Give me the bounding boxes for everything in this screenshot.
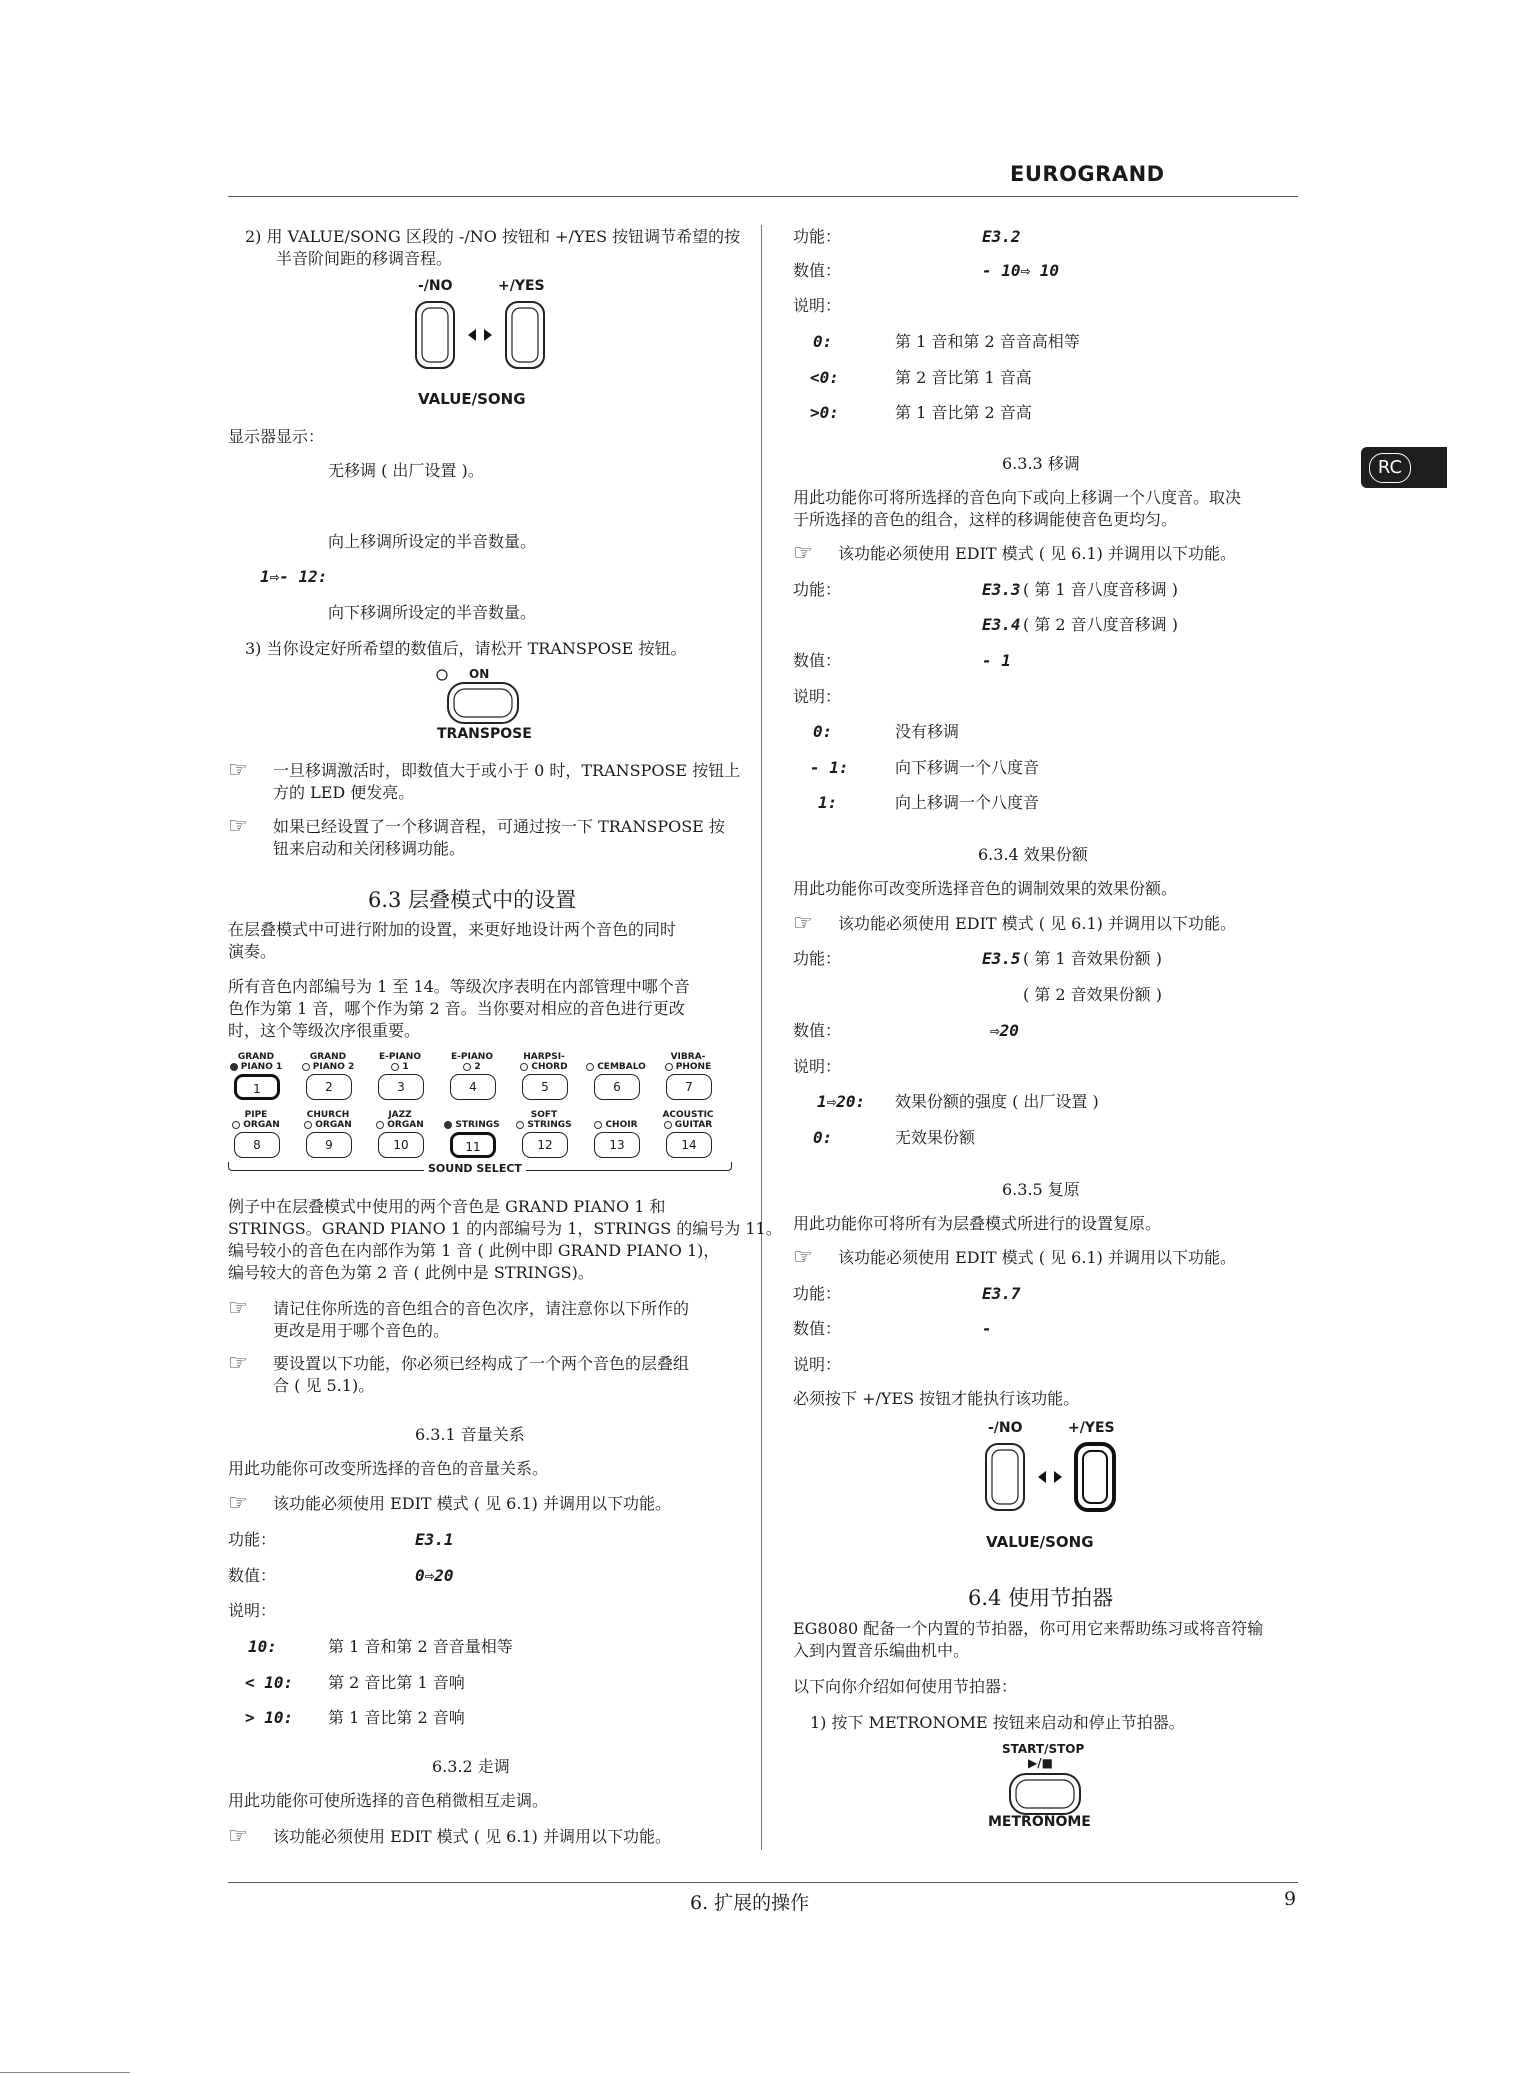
sec633-value-label: 数值：: [793, 651, 842, 670]
sec634-value: ⇨20: [990, 1021, 1019, 1040]
note2-line2: 钮来启动和关闭移调功能。: [273, 839, 466, 858]
transpose-caption: TRANSPOSE: [437, 726, 532, 742]
sound-button-14[interactable]: 14: [666, 1132, 712, 1158]
sound-button-8[interactable]: 8: [234, 1132, 280, 1158]
down-range-value: 1⇨- 12:: [260, 567, 328, 586]
start-stop-label: START/STOP: [1002, 1742, 1085, 1756]
section-6-3-title: 6.3 层叠模式中的设置: [368, 888, 577, 912]
sec633-value: - 1: [982, 651, 1011, 670]
language-tab-label: RC: [1369, 453, 1411, 483]
step3-text: 3) 当你设定好所希望的数值后，请松开 TRANSPOSE 按钮。: [245, 639, 687, 658]
sound-button-4[interactable]: 4: [450, 1074, 496, 1100]
footer-rule: [228, 1882, 1298, 1883]
sec631-value: 0⇨20: [415, 1566, 454, 1585]
sec632-row-val: 第 2 音比第 1 音高: [895, 368, 1032, 387]
sec632-row-key: <0:: [810, 368, 839, 387]
sound-label-5: HARPSI- CHORD: [512, 1052, 576, 1072]
sec633-edit-note: 该功能必须使用 EDIT 模式 ( 见 6.1) 并调用以下功能。: [838, 544, 1236, 563]
sec633-func2: E3.4: [982, 615, 1021, 634]
sec631-func-value: E3.1: [415, 1530, 454, 1549]
sec634-func-label: 功能：: [793, 949, 842, 968]
section-6-3-5-title: 6.3.5 复原: [1002, 1180, 1080, 1199]
sec633-func-label: 功能：: [793, 580, 842, 599]
sec632-value: - 10⇨ 10: [982, 261, 1060, 280]
step2-line1: 2) 用 VALUE/SONG 区段的 -/NO 按钮和 +/YES 按钮调节希望的按: [245, 227, 741, 246]
sec634-func1-note: ( 第 1 音效果份额 ): [1023, 949, 1163, 968]
language-tab: [1361, 447, 1447, 488]
section-6-3-3-title: 6.3.3 移调: [1002, 454, 1080, 473]
sec632-row-val: 第 1 音和第 2 音音高相等: [895, 332, 1080, 351]
value-song-buttons: [980, 1440, 1120, 1520]
sec631-desc: 用此功能你可改变所选择的音色的音量关系。: [228, 1459, 549, 1478]
note2-line1: 如果已经设置了一个移调音程，可通过按一下 TRANSPOSE 按: [273, 817, 725, 836]
value-song-figure: [980, 1420, 1120, 1550]
sec633-func1-note: ( 第 1 音八度音移调 ): [1023, 580, 1179, 599]
sound-label-10: JAZZ ORGAN: [368, 1110, 432, 1130]
sec633-row-key: 0:: [813, 722, 833, 741]
example-line2: STRINGS。GRAND PIANO 1 的内部编号为 1，STRINGS 的编号为 11。: [228, 1219, 782, 1238]
sec632-desc: 用此功能你可使所选择的音色稍微相互走调。: [228, 1791, 549, 1810]
sec631-row-key: 10:: [248, 1637, 277, 1656]
sec634-expl-label: 说明：: [793, 1057, 842, 1076]
section-6-3-2-title: 6.3.2 走调: [432, 1757, 510, 1776]
note-hand-icon: ☞: [228, 1491, 248, 1516]
sec634-row-key: 1⇨20:: [817, 1092, 866, 1111]
sec632-value-label: 数值：: [793, 261, 842, 280]
sec64-step1: 1) 按下 METRONOME 按钮来启动和停止节拍器。: [810, 1713, 1185, 1732]
sec631-value-label: 数值：: [228, 1566, 277, 1585]
sec633-expl-label: 说明：: [793, 687, 842, 706]
sec63-p1-line2: 演奏。: [228, 942, 277, 961]
yes-label: +/YES: [1068, 1420, 1115, 1436]
note-hand-icon: ☞: [793, 911, 813, 936]
sec631-row-key: < 10:: [245, 1673, 294, 1692]
metronome-caption: METRONOME: [988, 1814, 1091, 1830]
sec632-row-key: 0:: [813, 332, 833, 351]
section-6-3-1-title: 6.3.1 音量关系: [415, 1425, 525, 1444]
sec635-expl-label: 说明：: [793, 1355, 842, 1374]
sec632-row-key: >0:: [810, 403, 839, 422]
note3-line1: 请记住你所选的音色组合的音色次序，请注意你以下所作的: [273, 1299, 690, 1318]
sound-button-1[interactable]: 1: [234, 1074, 280, 1100]
sound-button-11[interactable]: 11: [450, 1132, 496, 1158]
sound-select-caption: SOUND SELECT: [424, 1162, 526, 1176]
sec633-row-val: 没有移调: [895, 722, 960, 741]
sec64-p1-line1: EG8080 配备一个内置的节拍器，你可用它来帮助练习或将音符输: [793, 1619, 1264, 1638]
sec635-edit-note: 该功能必须使用 EDIT 模式 ( 见 6.1) 并调用以下功能。: [838, 1248, 1236, 1267]
sec631-row-key: > 10:: [245, 1708, 294, 1727]
sound-label-13: CHOIR: [584, 1110, 648, 1130]
yes-label: +/YES: [498, 278, 545, 294]
sec634-func1: E3.5: [982, 949, 1021, 968]
note4-line1: 要设置以下功能，你必须已经构成了一个两个音色的层叠组: [273, 1354, 690, 1373]
up-transpose-desc: 向上移调所设定的半音数量。: [328, 532, 537, 551]
sec634-desc: 用此功能你可改变所选择音色的调制效果的效果份额。: [793, 879, 1178, 898]
sound-label-12: SOFT STRINGS: [512, 1110, 576, 1130]
note1-line2: 方的 LED 便发亮。: [273, 783, 415, 802]
sec634-edit-note: 该功能必须使用 EDIT 模式 ( 见 6.1) 并调用以下功能。: [838, 914, 1236, 933]
example-line4: 编号较大的音色为第 2 音 ( 此例中是 STRINGS)。: [228, 1263, 594, 1282]
sec632-expl-label: 说明：: [793, 296, 842, 315]
play-stop-icon: ▶/■: [1028, 1756, 1053, 1770]
sound-button-6[interactable]: 6: [594, 1074, 640, 1100]
sec633-func1: E3.3: [982, 580, 1021, 599]
sec635-value-label: 数值：: [793, 1319, 842, 1338]
sec633-desc-line2: 于所选择的音色的组合，这样的移调能使音色更均匀。: [793, 510, 1178, 529]
sec633-row-val: 向上移调一个八度音: [895, 793, 1040, 812]
note1-line1: 一旦移调激活时，即数值大于或小于 0 时，TRANSPOSE 按钮上: [273, 761, 741, 780]
sound-button-5[interactable]: 5: [522, 1074, 568, 1100]
step2-line2: 半音阶间距的移调音程。: [276, 249, 453, 268]
sec634-row-val: 效果份额的强度 ( 出厂设置 ): [895, 1092, 1099, 1111]
sound-button-7[interactable]: 7: [666, 1074, 712, 1100]
sound-label-11: STRINGS: [440, 1110, 504, 1130]
section-6-4-title: 6.4 使用节拍器: [968, 1586, 1114, 1610]
value-song-caption: VALUE/SONG: [986, 1533, 1094, 1551]
sound-label-4: E-PIANO 2: [451, 1052, 493, 1072]
sec64-p2: 以下向你介绍如何使用节拍器：: [793, 1677, 1018, 1696]
value-song-figure: [410, 278, 550, 408]
sec631-expl-label: 说明：: [228, 1601, 277, 1620]
sound-button-10[interactable]: 10: [378, 1132, 424, 1158]
sec631-row-val: 第 1 音比第 2 音响: [328, 1708, 465, 1727]
section-6-3-4-title: 6.3.4 效果份额: [978, 845, 1088, 864]
sec635-func-label: 功能：: [793, 1284, 842, 1303]
note-hand-icon: ☞: [228, 1824, 248, 1849]
note3-line2: 更改是用于哪个音色的。: [273, 1321, 450, 1340]
sec633-row-key: 1:: [818, 793, 838, 812]
footer-page-number: 9: [1284, 1888, 1297, 1910]
note-hand-icon: ☞: [228, 814, 248, 839]
no-label: -/NO: [418, 278, 453, 294]
no-transpose-desc: 无移调 ( 出厂设置 )。: [328, 461, 484, 480]
example-line1: 例子中在层叠模式中使用的两个音色是 GRAND PIANO 1 和: [228, 1197, 666, 1216]
sound-button-3[interactable]: 3: [378, 1074, 424, 1100]
sound-label-2: GRAND PIANO 2: [296, 1052, 360, 1072]
sound-label-1: GRAND PIANO 1: [224, 1052, 288, 1072]
sec634-row-val: 无效果份额: [895, 1128, 976, 1147]
sound-label-14: ACOUSTIC GUITAR: [662, 1110, 714, 1130]
sec63-p2-line1: 所有音色内部编号为 1 至 14。等级次序表明在内部管理中哪个音: [228, 977, 690, 996]
sec633-desc-line1: 用此功能你可将所选择的音色向下或向上移调一个八度音。取决: [793, 488, 1242, 507]
column-divider: [761, 225, 762, 1850]
sound-button-13[interactable]: 13: [594, 1132, 640, 1158]
sec635-value: -: [982, 1319, 992, 1338]
note-hand-icon: ☞: [793, 541, 813, 566]
note-hand-icon: ☞: [228, 1351, 248, 1376]
sec634-value-label: 数值：: [793, 1021, 842, 1040]
sec632-func-label: 功能：: [793, 227, 842, 246]
sound-label-8: PIPE ORGAN: [224, 1110, 288, 1130]
on-label: ON: [469, 667, 490, 681]
sec635-desc: 用此功能你可将所有为层叠模式所进行的设置复原。: [793, 1214, 1162, 1233]
sec631-func-label: 功能：: [228, 1530, 277, 1549]
sec64-p1-line2: 入到内置音乐编曲机中。: [793, 1641, 970, 1660]
note-hand-icon: ☞: [228, 1296, 248, 1321]
sound-button-12[interactable]: 12: [522, 1132, 568, 1158]
no-label: -/NO: [988, 1420, 1023, 1436]
down-transpose-desc: 向下移调所设定的半音数量。: [328, 603, 537, 622]
edge-mark: [0, 2072, 130, 2073]
note-hand-icon: ☞: [793, 1245, 813, 1270]
sec635-func: E3.7: [982, 1284, 1021, 1303]
sec634-func2-note: ( 第 2 音效果份额 ): [1023, 985, 1163, 1004]
sound-label-6: CEMBALO: [584, 1052, 648, 1072]
value-song-buttons: [410, 298, 550, 378]
sec632-row-val: 第 1 音比第 2 音高: [895, 403, 1032, 422]
sec63-p2-line2: 色作为第 1 音，哪个作为第 2 音。当你要对相应的音色进行更改: [228, 999, 685, 1018]
sound-button-2[interactable]: 2: [306, 1074, 352, 1100]
sec631-edit-note: 该功能必须使用 EDIT 模式 ( 见 6.1) 并调用以下功能。: [273, 1494, 671, 1513]
sec633-row-val: 向下移调一个八度音: [895, 758, 1040, 777]
sec632-edit-note: 该功能必须使用 EDIT 模式 ( 见 6.1) 并调用以下功能。: [273, 1827, 671, 1846]
footer-chapter: 6. 扩展的操作: [690, 1892, 810, 1914]
sec631-row-val: 第 2 音比第 1 音响: [328, 1673, 465, 1692]
sec631-row-val: 第 1 音和第 2 音音量相等: [328, 1637, 513, 1656]
header-rule: [228, 196, 1298, 197]
sound-label-7: VIBRA- PHONE: [656, 1052, 720, 1072]
sound-label-9: CHURCH ORGAN: [296, 1110, 360, 1130]
display-shows: 显示器显示：: [228, 427, 325, 446]
sec634-row-key: 0:: [813, 1128, 833, 1147]
sec63-p1-line1: 在层叠模式中可进行附加的设置，来更好地设计两个音色的同时: [228, 920, 677, 939]
note-hand-icon: ☞: [228, 758, 248, 783]
sound-select-panel: [228, 1052, 733, 1177]
example-line3: 编号较小的音色在内部作为第 1 音 ( 此例中即 GRAND PIANO 1)，: [228, 1241, 720, 1260]
brand-logo: EUROGRAND: [1010, 162, 1165, 186]
sec635-press-note: 必须按下 +/YES 按钮才能执行该功能。: [793, 1389, 1080, 1408]
sound-label-3: E-PIANO 1: [379, 1052, 421, 1072]
sec633-row-key: - 1:: [810, 758, 849, 777]
note4-line2: 合 ( 见 5.1)。: [273, 1376, 375, 1395]
sec63-p2-line3: 时，这个等级次序很重要。: [228, 1021, 421, 1040]
value-song-caption: VALUE/SONG: [418, 390, 526, 408]
sound-button-9[interactable]: 9: [306, 1132, 352, 1158]
sec632-func-value: E3.2: [982, 227, 1021, 246]
sec633-func2-note: ( 第 2 音八度音移调 ): [1023, 615, 1179, 634]
